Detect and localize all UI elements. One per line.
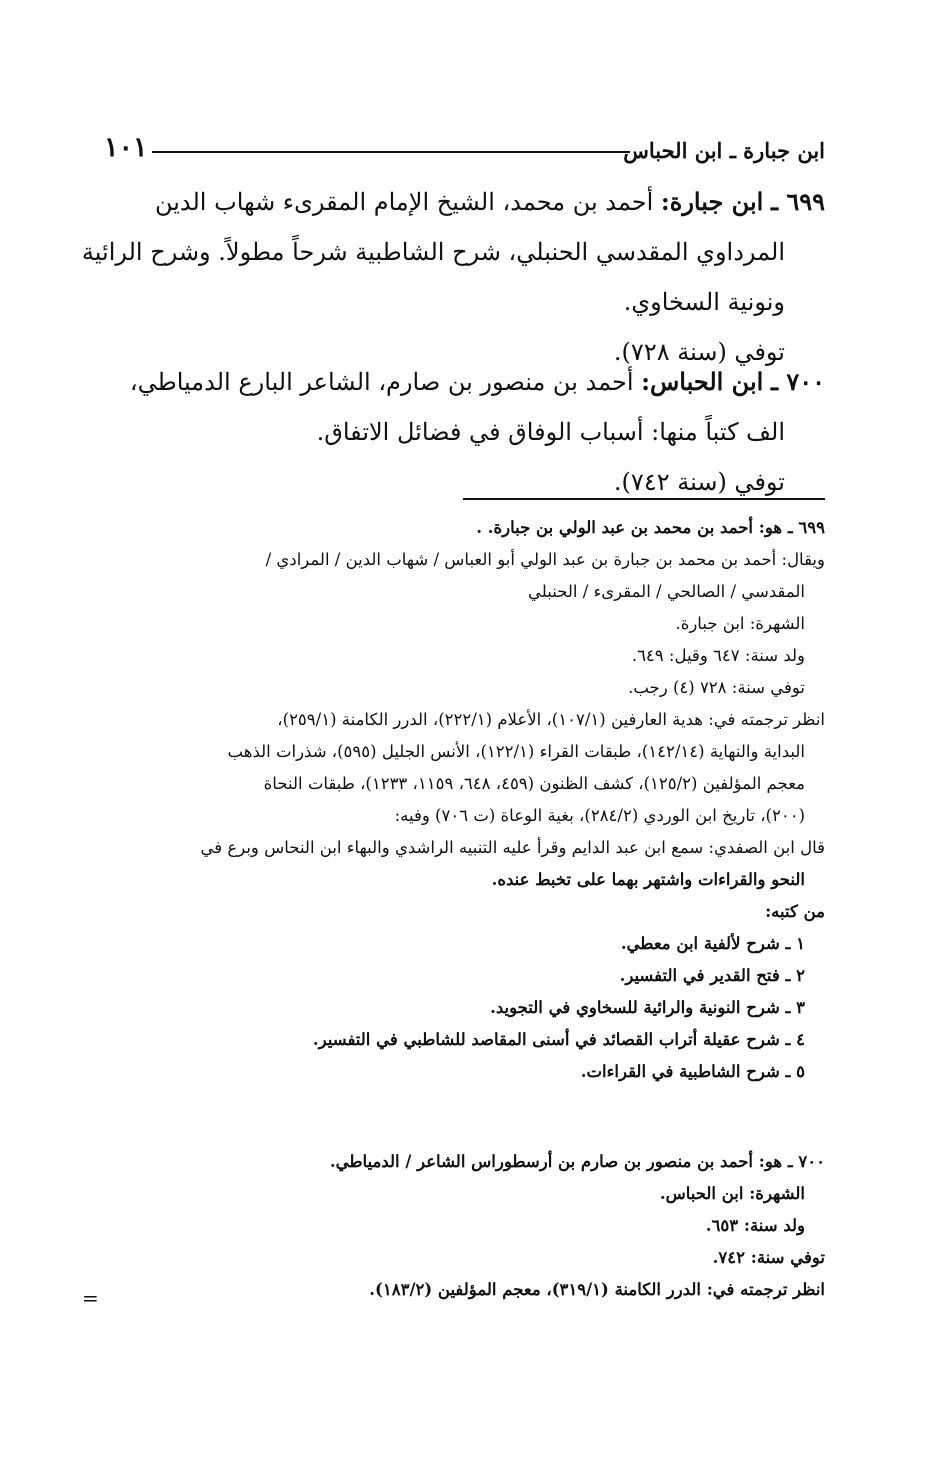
entry-text: أحمد بن منصور بن صارم، الشاعر البارع الدمياطي،: [129, 368, 634, 396]
entry-700: [100, 357, 825, 507]
footnote-line: من كتبه:: [765, 902, 825, 921]
book-list-item: ٥ ـ شرح الشاطبية في القراءات.: [580, 1062, 805, 1081]
running-header: [104, 132, 825, 172]
entry-699: [81, 177, 825, 377]
entry-text: أحمد بن محمد، الشيخ الإمام المقرىء شهاب الدين: [154, 188, 654, 216]
entry-699-line-2: المرداوي المقدسي الحنبلي، شرح الشاطبية شرحاً مطولاً. وشرح الرائية: [81, 238, 785, 266]
continuation-marker: =: [82, 1286, 99, 1310]
entry-700-line-1: [100, 357, 825, 407]
footnote-699: [104, 512, 825, 1088]
page-number: ١٠١: [104, 132, 148, 163]
footnote-separator: [463, 498, 825, 500]
footnote-line: النحو والقراءات واشتهر بهما على تخبط عنده.: [491, 870, 805, 889]
entry-name: ابن جبارة:: [660, 187, 764, 216]
book-list-item: ٤ ـ شرح عقيلة أتراب القصائد في أسنى المقاصد للشاطبي في التفسير.: [312, 1030, 805, 1049]
entry-700-death: توفي (سنة ٧٤٢).: [613, 468, 785, 496]
entry-699-line-3: ونونية السخاوي.: [623, 288, 785, 316]
footnote-line: انظر ترجمته في: الدرر الكامنة (٣١٩/١)، معجم المؤلفين (١٨٣/٢).: [369, 1280, 825, 1299]
footnote-line: البداية والنهاية (١٤٢/١٤)، طبقات القراء (١٢٢/١)، الأنس الجليل (٥٩٥)، شذرات الذهب: [227, 742, 805, 761]
footnote-line: ولد سنة: ٦٥٣.: [705, 1216, 805, 1235]
entry-700-line-2: الف كتباً منها: أسباب الوفاق في فضائل الاتفاق.: [316, 418, 785, 446]
footnote-line: معجم المؤلفين (١٢٥/٢)، كشف الظنون (٤٥٩، ٦٤٨، ١١٥٩، ١٢٣٣)، طبقات النحاة: [263, 774, 805, 793]
header-rule: [152, 151, 630, 153]
book-list-item: ٣ ـ شرح النونية والرائية للسخاوي في التجويد.: [490, 998, 805, 1017]
entry-number: ٦٩٩ ـ: [770, 187, 825, 216]
footnote-line: الشهرة: ابن جبارة.: [675, 614, 805, 633]
entry-699-death: توفي (سنة ٧٢٨).: [613, 338, 785, 366]
footnote-line: ٦٩٩ ـ هو: أحمد بن محمد بن عبد الولي بن جبارة. .: [476, 518, 825, 537]
footnote-700: [104, 1146, 825, 1306]
footnote-line: الشهرة: ابن الحباس.: [659, 1184, 805, 1203]
footnote-line: ٧٠٠ ـ هو: أحمد بن منصور بن صارم بن أرسطوراس الشاعر / الدمياطي.: [329, 1152, 825, 1171]
footnote-line: قال ابن الصفدي: سمع ابن عبد الدايم وقرأ عليه التنبيه الراشدي والبهاء ابن النحاس وبرع في: [200, 838, 825, 857]
footnote-line: (٢٠٠)، تاريخ ابن الوردي (٢٨٤/٢)، بغية الوعاة (ت ٧٠٦) وفيه:: [394, 806, 805, 825]
footnote-line: ولد سنة: ٦٤٧ وقيل: ٦٤٩.: [631, 646, 805, 665]
book-list-item: ١ ـ شرح لألفية ابن معطي.: [620, 934, 805, 953]
footnote-line: المقدسي / الصالحي / المقرىء / الحنبلي: [528, 582, 805, 601]
footnote-line: توفي سنة: ٧٤٢.: [712, 1248, 825, 1267]
footnote-line: ويقال: أحمد بن محمد بن جبارة بن عبد الولي أبو العباس / شهاب الدين / المرادي /: [265, 550, 825, 569]
entry-699-line-1: [100, 177, 825, 227]
entry-name: ابن الحباس:: [641, 367, 764, 396]
footnote-line: انظر ترجمته في: هدية العارفين (١٠٧/١)، الأعلام (٢٢٢/١)، الدرر الكامنة (٢٥٩/١)،: [277, 710, 825, 729]
header-title: ابن جبارة ـ ابن الحباس: [623, 138, 825, 163]
footnote-line: توفي سنة: ٧٢٨ (٤) رجب.: [628, 678, 805, 697]
book-list-item: ٢ ـ فتح القدير في التفسير.: [619, 966, 805, 985]
entry-number: ٧٠٠ ـ: [770, 367, 825, 396]
